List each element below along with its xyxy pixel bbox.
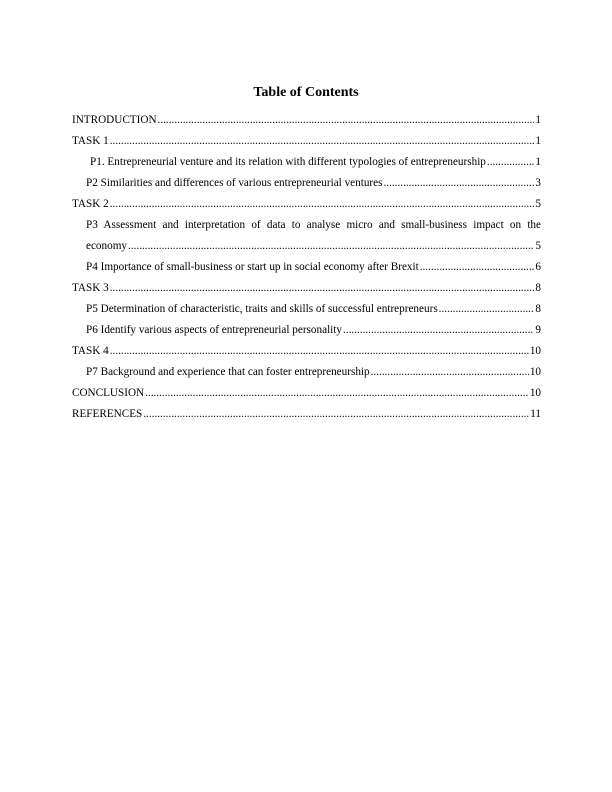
toc-entry-label: P6 Identify various aspects of entrepreneurial personality [86,324,342,336]
toc-entry-label: TASK 2 [72,198,109,210]
toc-entry-label: P5 Determination of characteristic, traits and skills of successful entrepreneurs [86,303,438,315]
toc-entry-page: 5 [535,240,541,252]
toc-entry-page: 10 [529,366,541,378]
toc-leader-dots [145,385,529,401]
toc-leader-dots [128,238,534,254]
toc-entry-label: P7 Background and experience that can foster entrepreneurship [86,366,370,378]
toc-leader-dots [420,259,535,275]
toc-entry-p4[interactable] [72,259,541,280]
toc-leader-dots [487,154,535,170]
toc-list [72,112,541,427]
toc-entry-label: P3 Assessment and interpretation of data to analyse micro and small-business impact on the [86,219,541,231]
toc-entry-page: 8 [535,282,541,294]
toc-entry-task-3[interactable] [72,280,541,301]
toc-leader-dots [439,301,535,317]
toc-entry-task-4[interactable] [72,343,541,364]
toc-entry-p5[interactable] [72,301,541,322]
toc-entry-label: CONCLUSION [72,387,145,399]
toc-entry-p7[interactable] [72,364,541,385]
toc-entry-label: P2 Similarities and differences of various entrepreneurial ventures [86,177,383,189]
toc-entry-label: INTRODUCTION [72,114,157,126]
toc-entry-page: 3 [535,177,541,189]
toc-entry-p1[interactable] [72,154,541,175]
toc-leader-dots [158,112,535,128]
toc-leader-dots [110,343,529,359]
toc-entry-label: TASK 4 [72,345,109,357]
toc-leader-dots [110,196,535,212]
toc-entry-p2[interactable] [72,175,541,196]
toc-entry-label: P1. Entrepreneurial venture and its relation with different typologies of entrepreneurship [90,156,486,168]
toc-leader-dots [371,364,529,380]
toc-entry-conclusion[interactable] [72,385,541,406]
toc-entry-page: 1 [535,156,541,168]
toc-entry-page: 5 [535,198,541,210]
toc-entry-page: 1 [535,114,541,126]
toc-entry-page: 10 [529,345,541,357]
toc-entry-page: 9 [535,324,541,336]
toc-entry-page: 1 [535,135,541,147]
toc-leader-dots [110,133,535,149]
toc-entry-task-1[interactable] [72,133,541,154]
toc-entry-page: 8 [535,303,541,315]
toc-entry-p3-line-2[interactable] [72,238,541,259]
toc-entry-label-continued: economy [86,240,128,252]
toc-entry-references[interactable] [72,406,541,427]
toc-entry-label: TASK 3 [72,282,109,294]
toc-entry-task-2[interactable] [72,196,541,217]
toc-entry-label: TASK 1 [72,135,109,147]
toc-leader-dots [343,322,534,338]
toc-entry-page: 11 [530,408,541,420]
toc-entry-p6[interactable] [72,322,541,343]
toc-entry-page: 6 [535,261,541,273]
toc-entry-label: REFERENCES [72,408,143,420]
toc-entry-page: 10 [529,387,541,399]
toc-leader-dots [143,406,529,422]
toc-entry-introduction[interactable] [72,112,541,133]
toc-entry-label: P4 Importance of small-business or start up in social economy after Brexit [86,261,419,273]
toc-leader-dots [110,280,535,296]
toc-title: Table of Contents [253,85,359,100]
toc-leader-dots [383,175,534,191]
toc-entry-p3-line-1[interactable] [72,217,541,238]
